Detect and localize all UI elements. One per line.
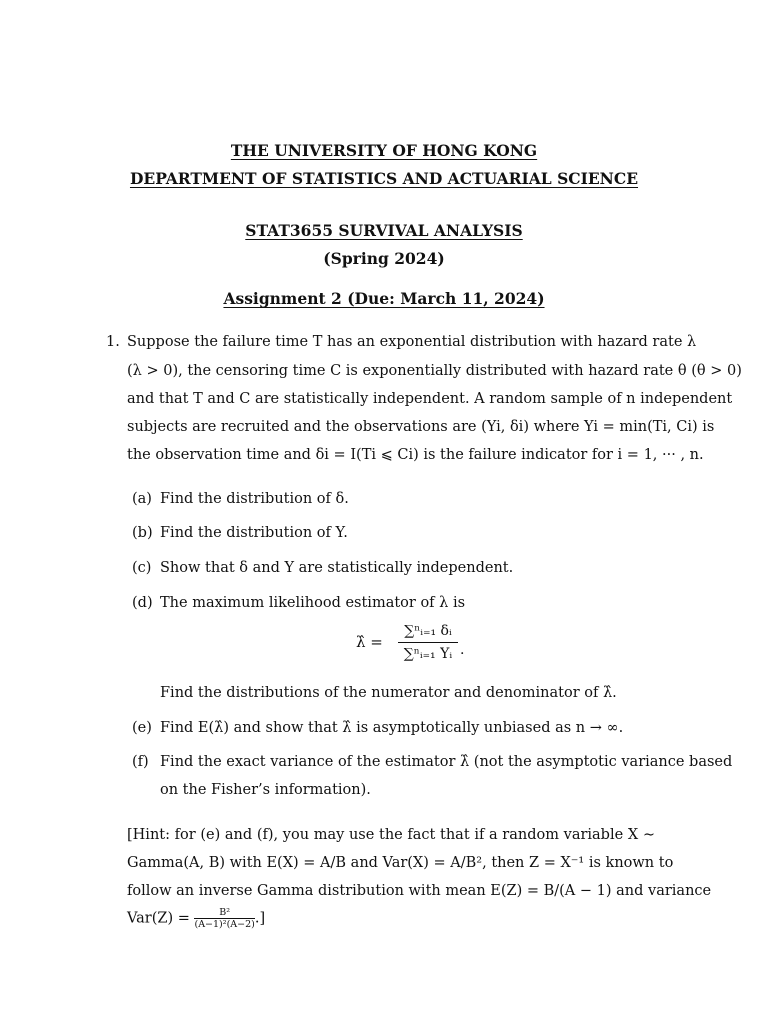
- hint-fraction: [194, 907, 254, 930]
- hint-line-2: Gamma(A, B) with E(X) = A/B and Var(X) = A/B², then Z = X⁻¹ is known to: [127, 855, 674, 871]
- hint-fraction-denominator: (A−1)²(A−2): [194, 919, 255, 930]
- hint-line-4-prefix: Var(Z) =: [127, 910, 190, 927]
- university-title: THE UNIVERSITY OF HONG KONG: [230, 141, 538, 160]
- part-a-label: (a): [132, 491, 152, 507]
- mle-formula: [356, 620, 476, 672]
- question-line-4: subjects are recruited and the observations are (Yi, δi) where Yi = min(Ti, Ci) is: [127, 419, 715, 435]
- question-line-3: and that T and C are statistically independent. A random sample of n independent: [127, 391, 733, 407]
- question-line-5: the observation time and δi = I(Ti ⩽ Ci) is the failure indicator for i = 1, ··· , n.: [127, 447, 704, 463]
- course-title: STAT3655 SURVIVAL ANALYSIS: [245, 221, 523, 240]
- department-title: DEPARTMENT OF STATISTICS AND ACTUARIAL SCIENCE: [129, 169, 639, 188]
- part-b-text: Find the distribution of Y.: [160, 525, 348, 541]
- part-e-text: Find E(λ̂) and show that λ̂ is asymptotically unbiased as n → ∞.: [160, 720, 624, 736]
- part-f-label: (f): [132, 754, 149, 770]
- hint-line-1: [Hint: for (e) and (f), you may use the fact that if a random variable X ∼: [127, 827, 655, 843]
- question-number: 1.: [106, 334, 120, 350]
- hint-line-4-suffix: .]: [254, 910, 266, 927]
- assignment-title: Assignment 2 (Due: March 11, 2024): [223, 289, 545, 308]
- question-line-1: Suppose the failure time T has an exponential distribution with hazard rate λ: [127, 334, 697, 350]
- formula-lhs: λ̂ =: [356, 633, 383, 651]
- formula-denominator: ∑ⁿᵢ₌₁ Yᵢ: [403, 646, 453, 662]
- formula-fraction: [396, 620, 460, 665]
- hint-line-4: [127, 907, 655, 937]
- hint-fraction-numerator: B²: [219, 907, 231, 918]
- after-formula-text: Find the distributions of the numerator and denominator of λ̂.: [160, 685, 617, 701]
- part-e-label: (e): [132, 720, 152, 736]
- part-c-text: Show that δ and Y are statistically independent.: [160, 560, 514, 576]
- part-f-text: Find the exact variance of the estimator λ̂ (not the asymptotic variance based: [160, 754, 733, 770]
- part-a-text: Find the distribution of δ.: [160, 491, 349, 507]
- part-c-label: (c): [132, 560, 152, 576]
- question-line-2: (λ > 0), the censoring time C is exponentially distributed with hazard rate θ (θ > 0): [127, 363, 742, 379]
- part-d-text: The maximum likelihood estimator of λ is: [160, 595, 466, 611]
- part-d-label: (d): [132, 595, 153, 611]
- term-title: (Spring 2024): [323, 249, 445, 268]
- hint-line-3: follow an inverse Gamma distribution with mean E(Z) = B/(A − 1) and variance: [127, 883, 712, 899]
- part-b-label: (b): [132, 525, 153, 541]
- formula-period: .: [460, 642, 465, 658]
- part-f-text-cont: on the Fisher’s information).: [160, 782, 371, 798]
- formula-numerator: ∑ⁿᵢ₌₁ δᵢ: [404, 623, 452, 639]
